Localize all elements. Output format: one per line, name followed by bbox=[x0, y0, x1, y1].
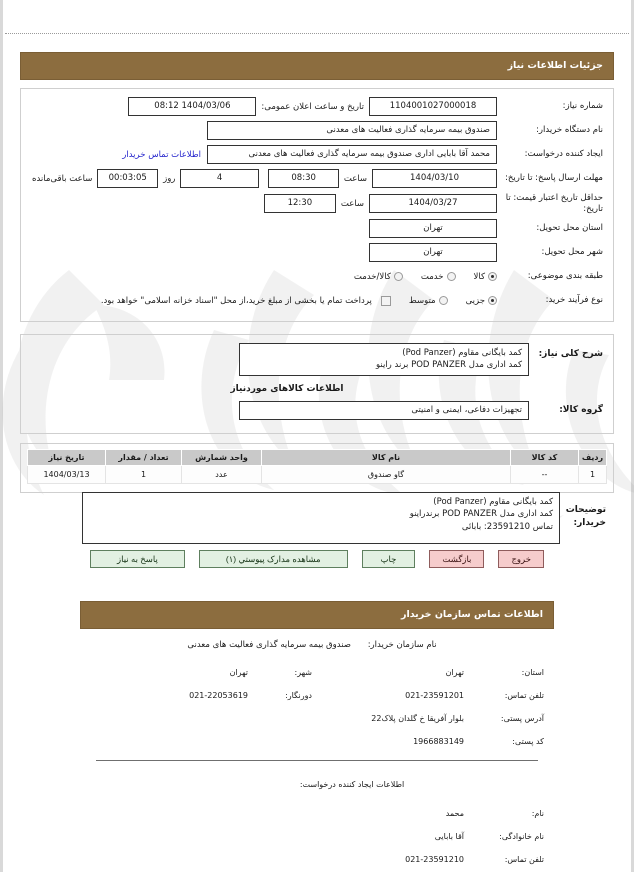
column-header-qty: تعداد / مقدار bbox=[106, 450, 182, 466]
creator-phone-line bbox=[80, 855, 544, 864]
postal-code-value: 1966883149 bbox=[413, 737, 464, 746]
fax-label: دورنگار: bbox=[285, 691, 312, 700]
detail-section-header bbox=[0, 52, 634, 80]
validity-row bbox=[27, 193, 607, 214]
need-number-row bbox=[27, 97, 607, 116]
table-row[interactable] bbox=[28, 466, 607, 484]
creator-info-block bbox=[0, 780, 634, 878]
process-type-option-motavaset[interactable] bbox=[409, 296, 448, 306]
cell-radif: 1 bbox=[579, 466, 607, 484]
cell-unit: عدد bbox=[182, 466, 262, 484]
classification-label: طبقه بندی موضوعی: bbox=[527, 271, 603, 282]
buyer-org-row bbox=[27, 121, 607, 140]
contact-grid bbox=[80, 668, 544, 760]
buyer-notes-row bbox=[20, 492, 614, 544]
fax-value: 021-22053619 bbox=[189, 691, 248, 700]
province-field[interactable]: تهران bbox=[369, 219, 497, 238]
cell-qty: 1 bbox=[106, 466, 182, 484]
classification-option-kala-khedmat[interactable] bbox=[354, 272, 403, 282]
goods-group-field[interactable]: تجهیزات دفاعی، ایمنی و امنیتی bbox=[239, 401, 529, 420]
last-name-line bbox=[80, 832, 544, 841]
cell-name: گاو صندوق bbox=[262, 466, 511, 484]
contact-column-left bbox=[80, 668, 312, 760]
org-name-label: نام سازمان خریدار: bbox=[367, 640, 437, 650]
first-name-value: محمد bbox=[445, 809, 464, 818]
summary-line-2: کمد اداری مدل POD PANZER برند راینو bbox=[376, 360, 522, 371]
contact-header-title: اطلاعات تماس سازمان خریدار bbox=[80, 601, 554, 629]
buyer-contact-link[interactable]: اطلاعات تماس خریدار bbox=[122, 149, 201, 160]
radio-icon bbox=[439, 296, 448, 305]
phone-value: 021-23591201 bbox=[405, 691, 464, 700]
city-field[interactable]: تهران bbox=[369, 243, 497, 262]
action-buttons-row bbox=[0, 550, 634, 568]
buyer-notes-label bbox=[560, 492, 608, 529]
treasury-checkbox[interactable] bbox=[381, 296, 391, 306]
summary-label: شرح کلی نیاز: bbox=[538, 349, 603, 359]
last-name-label: نام خانوادگی: bbox=[499, 832, 544, 841]
last-name-value: آقا بابایی bbox=[434, 832, 464, 841]
validity-label: حداقل تاریخ اعتبار قیمت: تا تاریخ: bbox=[505, 193, 603, 214]
classification-option-label: کالا/خدمت bbox=[353, 271, 391, 282]
buyer-notes-label-line-2: خریدار: bbox=[573, 517, 606, 528]
validity-hour-label: ساعت bbox=[340, 198, 364, 209]
items-table-container bbox=[20, 443, 614, 493]
classification-option-label: خدمت bbox=[420, 271, 444, 282]
phone-label: تلفن تماس: bbox=[504, 691, 544, 700]
city-row bbox=[27, 243, 607, 262]
buyer-notes-field[interactable] bbox=[82, 492, 560, 544]
province-line bbox=[312, 668, 544, 677]
items-table bbox=[27, 449, 607, 484]
buyer-org-label: نام دستگاه خریدار: bbox=[536, 125, 603, 136]
province-label: استان محل تحویل: bbox=[536, 223, 603, 234]
table-header-row bbox=[28, 450, 607, 466]
countdown-timer-field: 00:03:05 bbox=[97, 169, 158, 188]
detail-header-title: جزئیات اطلاعات نیاز bbox=[20, 52, 614, 80]
deadline-row bbox=[27, 169, 607, 188]
goods-group-row bbox=[27, 401, 607, 420]
announce-datetime-label: تاریخ و ساعت اعلان عمومی: bbox=[261, 101, 364, 112]
radio-icon bbox=[488, 272, 497, 281]
creator-section-title: اطلاعات ایجاد کننده درخواست: bbox=[299, 780, 405, 789]
days-unit-label: روز bbox=[163, 173, 176, 184]
city-line bbox=[80, 668, 312, 677]
cell-date: 1404/03/13 bbox=[28, 466, 106, 484]
process-type-option-label: جزیی bbox=[465, 295, 485, 306]
buyer-notes-line-1: کمد بایگانی مقاوم (Pod Panzer) bbox=[433, 497, 553, 507]
deadline-time-field[interactable]: 08:30 bbox=[268, 169, 338, 188]
classification-option-khedmat[interactable] bbox=[421, 272, 456, 282]
contact-column-right bbox=[312, 668, 544, 760]
column-header-radif: ردیف bbox=[579, 450, 607, 466]
process-type-row bbox=[27, 291, 607, 310]
classification-option-label: کالا bbox=[473, 271, 485, 282]
buyer-notes-label-line-1: توضیحات bbox=[565, 505, 606, 515]
deadline-hour-label: ساعت bbox=[343, 173, 368, 184]
deadline-date-field[interactable]: 1404/03/10 bbox=[372, 169, 497, 188]
postal-code-label: کد پستی: bbox=[512, 737, 544, 746]
goods-info-title: اطلاعات کالاهای موردنیاز bbox=[230, 383, 344, 394]
address-value: بلوار آفریقا خ گلدان پلاک22 bbox=[371, 714, 464, 723]
first-name-line bbox=[80, 809, 544, 818]
summary-line-1: کمد بایگانی مقاوم (Pod Panzer) bbox=[402, 348, 522, 358]
need-number-field[interactable]: 1104001027000018 bbox=[369, 97, 497, 116]
column-header-name: نام کالا bbox=[262, 450, 511, 466]
postal-code-line bbox=[312, 737, 544, 746]
process-type-label: نوع فرآیند خرید: bbox=[545, 295, 603, 306]
view-attachments-button[interactable]: مشاهده مدارک پیوستي (۱) bbox=[199, 550, 348, 568]
validity-time-field[interactable]: 12:30 bbox=[264, 194, 336, 213]
creator-phone-label: تلفن تماس: bbox=[504, 855, 544, 864]
first-name-label: نام: bbox=[531, 809, 544, 818]
classification-row bbox=[27, 267, 607, 286]
exit-button[interactable]: خروج bbox=[498, 550, 544, 568]
address-label: آدرس پستی: bbox=[500, 714, 544, 723]
treasury-checkbox-label: پرداخت تمام یا بخشی از مبلغ خرید،از محل "اسناد خزانه اسلامی" خواهد بود. bbox=[100, 295, 372, 306]
column-header-code: کد کالا bbox=[511, 450, 579, 466]
org-name-line bbox=[80, 640, 544, 650]
buyer-notes-line-3: تماس 23591210: بابائی bbox=[461, 521, 553, 532]
summary-field[interactable] bbox=[239, 343, 529, 376]
city-value: تهران bbox=[229, 668, 248, 677]
countdown-suffix-label: ساعت باقی‌مانده bbox=[32, 173, 93, 184]
radio-icon bbox=[447, 272, 456, 281]
contact-info-block bbox=[0, 640, 634, 760]
city-label: شهر: bbox=[294, 668, 312, 677]
need-detail-panel bbox=[20, 88, 614, 322]
city-label: شهر محل تحویل: bbox=[541, 247, 603, 258]
contact-section-header bbox=[0, 601, 634, 629]
radio-icon bbox=[394, 272, 403, 281]
province-value: تهران bbox=[445, 668, 464, 677]
column-header-unit: واحد شمارش bbox=[182, 450, 262, 466]
address-line bbox=[312, 714, 544, 723]
radio-icon bbox=[488, 296, 497, 305]
phone-line bbox=[312, 691, 544, 700]
need-number-label: شماره نیاز: bbox=[562, 101, 603, 112]
cell-code: -- bbox=[511, 466, 579, 484]
summary-row bbox=[27, 343, 607, 376]
fax-line bbox=[80, 691, 312, 700]
province-row bbox=[27, 219, 607, 238]
validity-date-field[interactable]: 1404/03/27 bbox=[369, 194, 497, 213]
buyer-notes-line-2: کمد اداری مدل POD PANZER برندراینو bbox=[409, 509, 553, 520]
province-label: استان: bbox=[521, 668, 544, 677]
goods-group-label: گروه کالا: bbox=[559, 405, 603, 416]
contact-divider bbox=[96, 760, 538, 761]
creator-label: ایجاد کننده درخواست: bbox=[524, 149, 603, 160]
announce-datetime-field[interactable]: 1404/03/06 08:12 bbox=[128, 97, 256, 116]
need-summary-panel bbox=[20, 334, 614, 434]
creator-row bbox=[27, 145, 607, 164]
respond-to-need-button[interactable]: پاسخ به نیاز bbox=[90, 550, 185, 568]
creator-field[interactable]: محمد آقا بابایی اداری صندوق بیمه سرمایه گذاری فعالیت های معدنی bbox=[207, 145, 497, 164]
buyer-org-field[interactable]: صندوق بیمه سرمایه گذاری فعالیت های معدنی bbox=[207, 121, 497, 140]
creator-phone-value: 021-23591210 bbox=[405, 855, 464, 864]
top-divider bbox=[5, 33, 629, 34]
back-button[interactable]: بازگشت bbox=[429, 550, 484, 568]
classification-option-kala[interactable] bbox=[474, 272, 497, 282]
column-header-date: تاریخ نیاز bbox=[28, 450, 106, 466]
org-name-value: صندوق بیمه سرمایه گذاری فعالیت های معدنی bbox=[187, 640, 351, 650]
process-type-option-label: متوسط bbox=[408, 295, 436, 306]
print-button[interactable]: چاپ bbox=[362, 550, 416, 568]
remaining-days-field[interactable]: 4 bbox=[180, 169, 258, 188]
deadline-label: مهلت ارسال پاسخ: تا تاریخ: bbox=[505, 173, 603, 184]
process-type-option-jozi[interactable] bbox=[466, 296, 497, 306]
